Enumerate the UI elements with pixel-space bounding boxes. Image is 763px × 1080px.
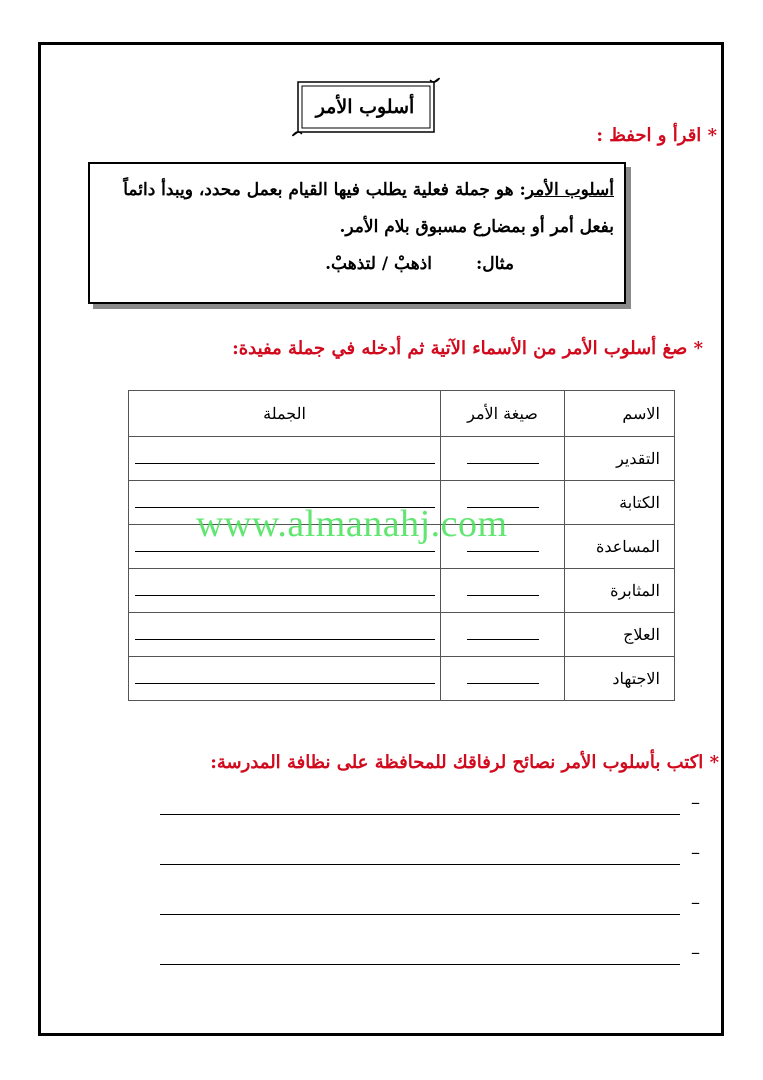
answer-lines (160, 790, 700, 990)
column-header: الاسم (565, 391, 675, 437)
column-header: الجملة (129, 391, 441, 437)
column-header: صيغة الأمر (441, 391, 565, 437)
answer-blank[interactable] (135, 449, 435, 464)
noun-cell: المساعدة (565, 525, 675, 569)
definition-box (88, 162, 626, 304)
section3-heading: * اكتب بأسلوب الأمر نصائح لرفاقك للمحافظة على نظافة المدرسة: (210, 752, 719, 773)
noun-cell: المثابرة (565, 569, 675, 613)
section1-heading: * اقرأ و احفظ : (596, 125, 717, 146)
answer-blank[interactable] (467, 625, 539, 640)
noun-cell: العلاج (565, 613, 675, 657)
definition-term: أسلوب الأمر (525, 180, 614, 200)
noun-cell: التقدير (565, 437, 675, 481)
answer-blank[interactable] (467, 669, 539, 684)
table-header-row (129, 391, 675, 437)
answer-line[interactable] (160, 790, 700, 840)
section2-heading: * صغ أسلوب الأمر من الأسماء الآتية ثم أدخله في جملة مفيدة: (232, 338, 703, 359)
table-row (129, 657, 675, 701)
answer-line[interactable] (160, 940, 700, 990)
page-title: أسلوب الأمر (315, 96, 415, 118)
bullet-dash: – (691, 792, 700, 813)
example-value: اذهبْ / لتذهبْ. (325, 254, 432, 274)
answer-blank[interactable] (467, 581, 539, 596)
definition-text: : هو جملة فعلية يطلب فيها القيام بعمل محدد، ويبدأ دائماً بفعل أمر أو بمضارع مسبوق بلام الأمر. (123, 180, 614, 237)
table-row (129, 569, 675, 613)
answer-blank[interactable] (135, 669, 435, 684)
answer-line[interactable] (160, 840, 700, 890)
noun-cell: الكتابة (565, 481, 675, 525)
table-row (129, 613, 675, 657)
answer-blank[interactable] (135, 625, 435, 640)
bullet-dash: – (691, 942, 700, 963)
bullet-dash: – (691, 842, 700, 863)
answer-blank[interactable] (467, 449, 539, 464)
noun-cell: الاجتهاد (565, 657, 675, 701)
example-label: مثال: (475, 254, 514, 274)
table-row (129, 437, 675, 481)
watermark: www.almanahj.com (196, 503, 508, 545)
bullet-dash: – (691, 892, 700, 913)
answer-line[interactable] (160, 890, 700, 940)
answer-blank[interactable] (135, 581, 435, 596)
